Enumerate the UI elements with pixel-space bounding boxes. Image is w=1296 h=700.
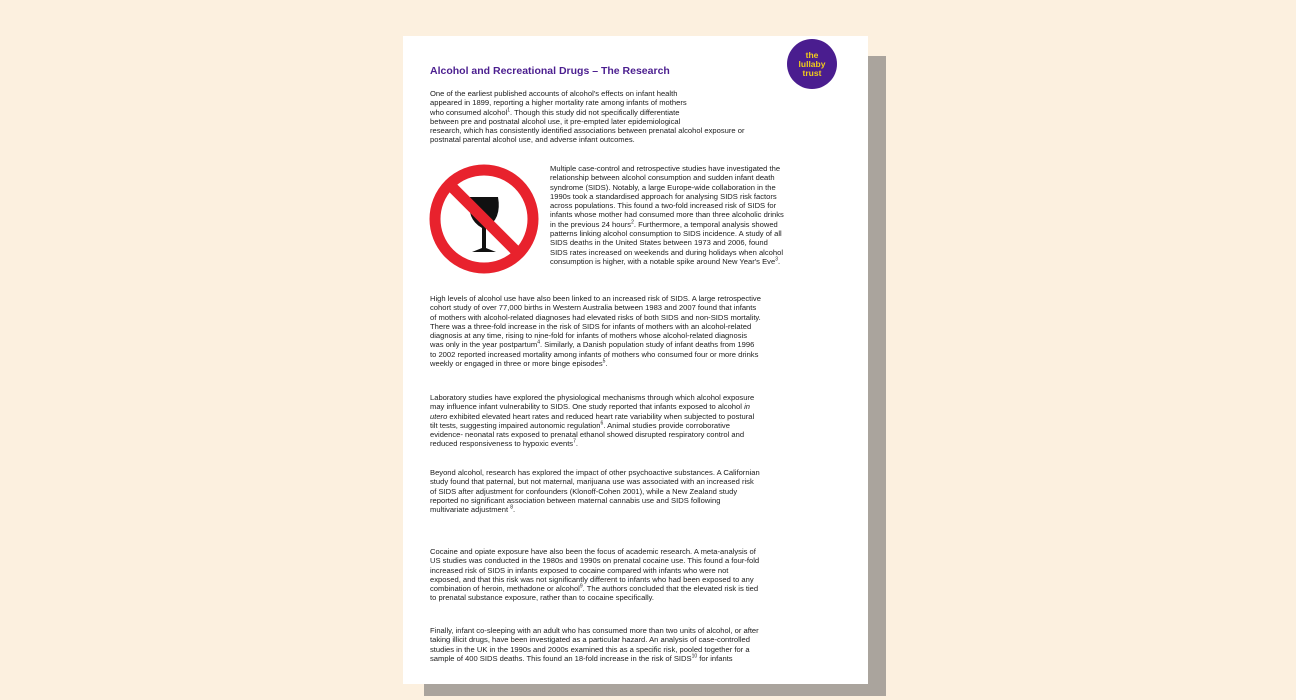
paragraph-case-control: Multiple case-control and retrospective studies have investigated the relationship between alcohol consumption and sudden infant death syndrome (SIDS). Notably, a large Europe-wide collaboration in the 1990s took a standardised approach for analysing SIDS risk factors across populations. This found a two-fold increased risk of SIDS for infants whose mother had consumed more than three alcoholic drinks in the previous 24 hours$^2$. Furthermore, a temporal analysis showed patterns linking alcohol consumption to SIDS incidence. A study of all SIDS deaths in the United States between 1973 and 2006, found SIDS rates increased on weekends and during holidays when alcohol consumption is higher, with a notable spike around New Year's Eve$^3$. xyxy=(550,164,784,266)
logo-text-1: the xyxy=(805,49,819,60)
footnote-ref: 1 xyxy=(507,107,511,114)
footnote-ref: 4 xyxy=(537,339,540,346)
document-title: Alcohol and Recreational Drugs – The Research xyxy=(430,65,670,77)
no-alcohol-icon xyxy=(429,164,539,274)
footnote-ref: 3 xyxy=(775,256,778,263)
footnote-ref: 10 xyxy=(691,653,698,660)
paragraph-intro: One of the earliest published accounts of alcohol's effects on infant health appeared in 1899, reporting a higher mortality rate among infants of mothers who consumed alcohol$^1$. Though this study did not specifically differentiate between pre and postnatal alcohol use, it pre-empted later epidemiological research, which has consistently identified associations between prenatal alcohol exposure or postnatal parental alcohol use, and adverse infant outcomes. xyxy=(430,89,745,145)
paragraph-laboratory: Laboratory studies have explored the physiological mechanisms through which alcohol exposure may influence infant vulnerability to SIDS. One study reported that infants exposed to alcohol in utero exhibited elevated heart rates and reduced heart rate variability when subjected to postural tilt tests, suggesting impaired autonomic regulation$^6$. Animal studies provide corroborative evidence- neonatal rats exposed to prenatal ethanol showed disrupted respiratory control and reduced responsiveness to hypoxic events$^7$. xyxy=(430,393,755,449)
logo-text-2: lullaby xyxy=(798,58,826,69)
footnote-ref: 8 xyxy=(510,504,513,511)
lullaby-trust-logo xyxy=(787,39,837,89)
footnote-ref: 6 xyxy=(600,420,604,427)
footnote-ref: 5 xyxy=(602,358,606,365)
paragraph-co-sleeping: Finally, infant co-sleeping with an adult who has consumed more than two units of alcohol, or after taking illicit drugs, have been investigated as a particular hazard. An analysis of case-controlled studies in the UK in the 1990s and 2000s examined this as a specific risk, pooled together for a sample of 400 SIDS deaths. This found an 18-fold increase in the risk of SIDS$^{10}$ for infants xyxy=(430,626,759,663)
logo-text-3: trust xyxy=(802,67,822,78)
paragraph-high-levels: High levels of alcohol use have also been linked to an increased risk of SIDS. A large retrospective cohort study of over 77,000 births in Western Australia between 1983 and 2007 found that infants of mothers with alcohol-related diagnoses had elevated risks of both SIDS and non-SIDS mortality. There was a three-fold increase in the risk of SIDS for infants of mothers with an alcohol-related diagnosis at any time, rising to nine-fold for infants of mothers whose alcohol-related diagnosis was only in the year postpartum$^4$. Similarly, a Danish population study of infant deaths from 1996 to 2002 reported increased mortality among infants of mothers who consumed four or more drinks weekly or engaged in three or more binge episodes$^5$. xyxy=(430,294,761,369)
footnote-ref: 2 xyxy=(631,219,634,226)
document-page xyxy=(403,36,868,684)
footnote-ref: 7 xyxy=(573,438,576,445)
paragraph-cocaine: Cocaine and opiate exposure have also been the focus of academic research. A meta-analysis of US studies was conducted in the 1980s and 1990s on prenatal cocaine use. This found a four-fold increased risk of SIDS in infants exposed to cocaine compared with infants who were not exposed, and that this risk was not significantly different to infants who had been exposed to any combination of heroin, methadone or alcohol$^9$. The authors concluded that the elevated risk is tied to prenatal substance exposure, rather than to cocaine specifically. xyxy=(430,547,760,603)
footnote-ref: 9 xyxy=(579,583,583,590)
paragraph-beyond-alcohol: Beyond alcohol, research has explored the impact of other psychoactive substances. A Californian study found that paternal, but not maternal, marijuana use was associated with an increased risk of SIDS after adjustment for confounders (Klonoff-Cohen 2001), while a New Zealand study reported no significant association between maternal cannabis use and SIDS following multivariate adjustment $^8$. xyxy=(430,468,760,515)
